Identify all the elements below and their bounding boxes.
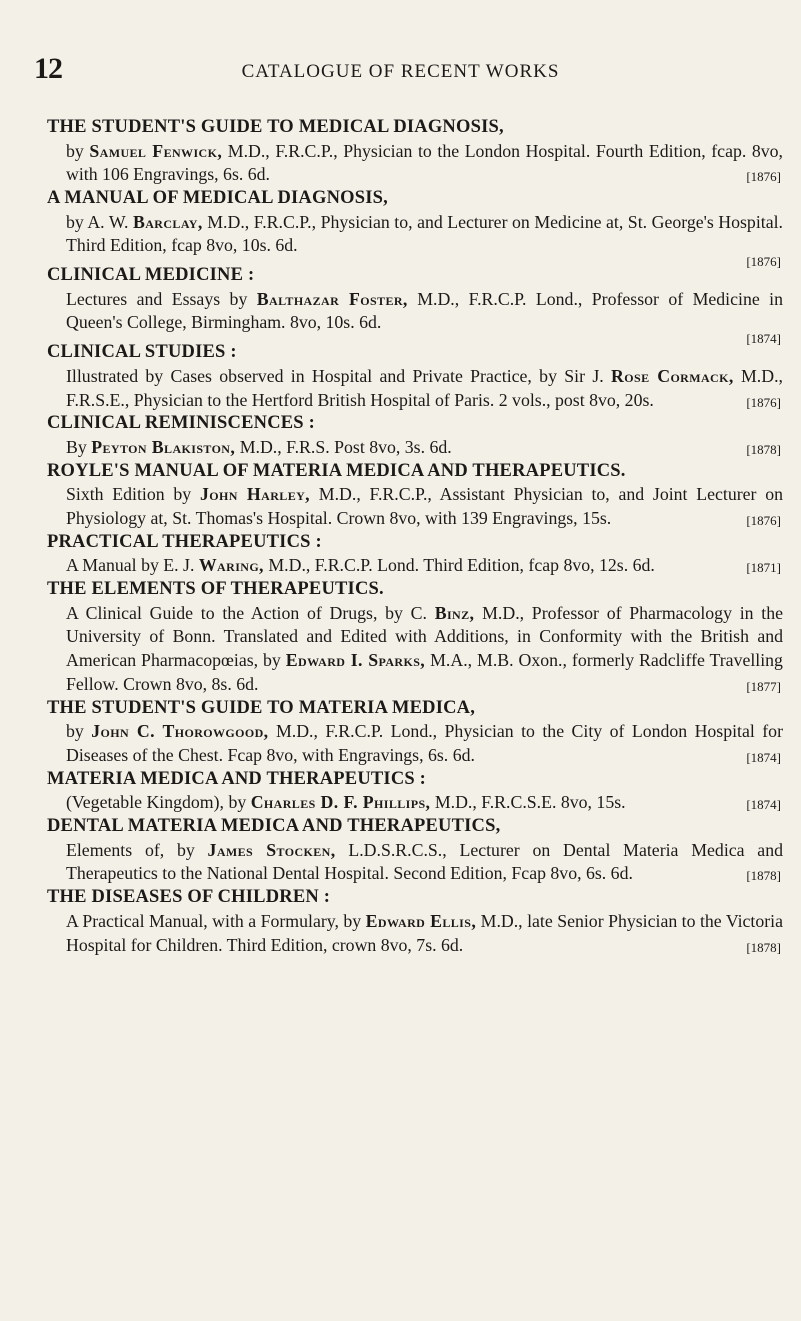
catalogue-entry: [47, 697, 783, 768]
entry-title: MATERIA MEDICA AND THERAPEUTICS :: [47, 768, 427, 789]
entry-title: ROYLE'S MANUAL OF MATERIA MEDICA AND THERAPEUTICS.: [47, 460, 626, 481]
catalogue-entries: [47, 116, 783, 959]
catalogue-entry: [47, 768, 783, 815]
entry-description: [47, 436, 783, 460]
entry-description: [47, 910, 783, 958]
entry-author: Waring,: [198, 555, 264, 576]
entry-date: [1877]: [746, 678, 781, 694]
entry-text: by: [66, 140, 84, 161]
entry-text: Sixth Edition by: [66, 484, 192, 505]
entry-text: M.D., F.R.C.P. Lond. Third Edition, fcap 8vo, 12s. 6d.: [268, 555, 655, 576]
entry-title: THE STUDENT'S GUIDE TO MEDICAL DIAGNOSIS,: [47, 117, 504, 137]
entry-author: Barclay,: [132, 211, 203, 232]
entry-description: [47, 602, 783, 697]
entry-text: M.D., F.R.C.P., Assistant Physician to, and Joint Lecturer on Physiology at, St. Thomas's Hospital. Crown 8vo, with 139 Engravings, 15s.: [66, 484, 783, 528]
entry-description: [47, 720, 783, 768]
entry-text: M.D., F.R.C.S.E. 8vo, 15s.: [434, 792, 626, 813]
entry-author: Charles D. F. Phillips,: [250, 792, 431, 813]
catalogue-entry: [47, 460, 783, 531]
entry-author: Balthazar Foster,: [256, 288, 408, 309]
catalogue-entry: [47, 264, 783, 347]
entry-title: THE DISEASES OF CHILDREN :: [47, 887, 331, 908]
entry-date: [1874]: [746, 797, 781, 813]
entry-title: A MANUAL OF MEDICAL DIAGNOSIS,: [47, 188, 388, 209]
entry-author: Edward I. Sparks,: [285, 650, 426, 671]
entry-description: [47, 288, 783, 336]
entry-date: [1871]: [746, 560, 781, 576]
entry-text: by A. W.: [66, 211, 129, 232]
entry-title: DENTAL MATERIA MEDICA AND THERAPEUTICS,: [47, 816, 501, 837]
entry-title: THE ELEMENTS OF THERAPEUTICS.: [47, 579, 384, 600]
entry-text: M.D., F.R.C.P., Physician to, and Lecturer on Medicine at, St. George's Hospital. Third Edition, fcap 8vo, 10s. 6d.: [66, 211, 783, 256]
entry-date: [1876]: [746, 254, 781, 270]
entry-title: THE STUDENT'S GUIDE TO MATERIA MEDICA,: [47, 697, 476, 718]
entry-text: M.D., Professor of Pharmacology in the University of Bonn. Translated and Edited with Additions, in Conformity with the British and American Pharmacopœias, by: [66, 602, 783, 671]
catalogue-entry: [47, 815, 783, 886]
entry-description: [47, 211, 783, 259]
entry-text: M.A., M.B. Oxon., formerly Radcliffe Travelling Fellow. Crown 8vo, 8s. 6d.: [66, 650, 783, 694]
entry-description: [47, 839, 783, 887]
entry-text: M.D., F.R.S.E., Physician to the Hertford British Hospital of Paris. 2 vols., post 8vo, 20s.: [66, 365, 783, 410]
entry-text: A Manual by E. J.: [66, 555, 195, 576]
entry-author: Binz,: [434, 602, 475, 623]
entry-author: James Stocken,: [207, 839, 336, 860]
catalogue-entry: [47, 886, 783, 957]
entry-text: M.D., late Senior Physician to the Victoria Hospital for Children. Third Edition, crown 8vo, 7s. 6d.: [66, 910, 784, 955]
entry-author: John Harley,: [199, 484, 311, 505]
entry-text: By: [66, 436, 87, 457]
entry-text: A Practical Manual, with a Formulary, by: [66, 910, 362, 931]
entry-author: Samuel Fenwick,: [89, 140, 223, 161]
entry-text: M.D., F.R.C.P. Lond., Professor of Medicine in Queen's College, Birmingham. 8vo, 10s. 6d.: [66, 288, 783, 333]
entry-date: [1876]: [746, 169, 781, 185]
page-number: 12: [34, 52, 62, 85]
entry-title: CLINICAL REMINISCENCES :: [47, 413, 315, 434]
entry-date: [1878]: [746, 441, 781, 457]
entry-text: M.D., F.R.C.P., Physician to the London Hospital. Fourth Edition, fcap. 8vo, with 106 Engravings, 6s. 6d.: [66, 140, 783, 185]
catalogue-entry: [47, 187, 783, 270]
entry-author: John C. Thorowgood,: [91, 721, 269, 742]
entry-author: Edward Ellis,: [365, 910, 477, 931]
catalogue-entry: [47, 412, 783, 459]
entry-title: CLINICAL MEDICINE :: [47, 265, 255, 286]
entry-text: Illustrated by Cases observed in Hospital and Private Practice, by Sir J.: [66, 365, 604, 386]
entry-text: M.D., F.R.C.P. Lond., Physician to the City of London Hospital for Diseases of the Chest. Fcap 8vo, with Engravings, 6s. 6d.: [66, 721, 783, 766]
entry-text: M.D., F.R.S. Post 8vo, 3s. 6d.: [239, 436, 452, 457]
entry-date: [1878]: [746, 939, 781, 955]
entry-text: (Vegetable Kingdom), by: [66, 792, 247, 813]
catalogue-entry: [47, 578, 783, 697]
entry-text: by: [66, 721, 84, 742]
entry-date: [1876]: [746, 394, 781, 410]
catalogue-entry: [47, 116, 783, 187]
entry-title: PRACTICAL THERAPEUTICS :: [47, 531, 322, 552]
catalogue-entry: [47, 531, 783, 578]
entry-text: A Clinical Guide to the Action of Drugs, by C.: [66, 602, 427, 623]
entry-text: Elements of, by: [66, 839, 195, 860]
entry-description: [47, 791, 783, 815]
entry-date: [1874]: [746, 331, 781, 347]
entry-title: CLINICAL STUDIES :: [47, 342, 237, 363]
entry-description: [47, 554, 783, 578]
running-head: CATALOGUE OF RECENT WORKS: [241, 61, 560, 82]
entry-author: Peyton Blakiston,: [91, 436, 236, 457]
entry-text: L.D.S.R.C.S., Lecturer on Dental Materia Medica and Therapeutics to the National Dental Hospital. Second Edition, Fcap 8vo, 6s. 6d.: [66, 839, 783, 884]
catalogue-entry: [47, 341, 783, 412]
entry-date: [1874]: [746, 750, 781, 766]
entry-text: Lectures and Essays by: [66, 288, 248, 309]
entry-date: [1876]: [746, 512, 781, 528]
entry-description: [47, 365, 783, 413]
entry-author: Rose Cormack,: [611, 365, 734, 386]
entry-description: [47, 483, 783, 531]
entry-date: [1878]: [746, 868, 781, 884]
entry-description: [47, 140, 783, 188]
